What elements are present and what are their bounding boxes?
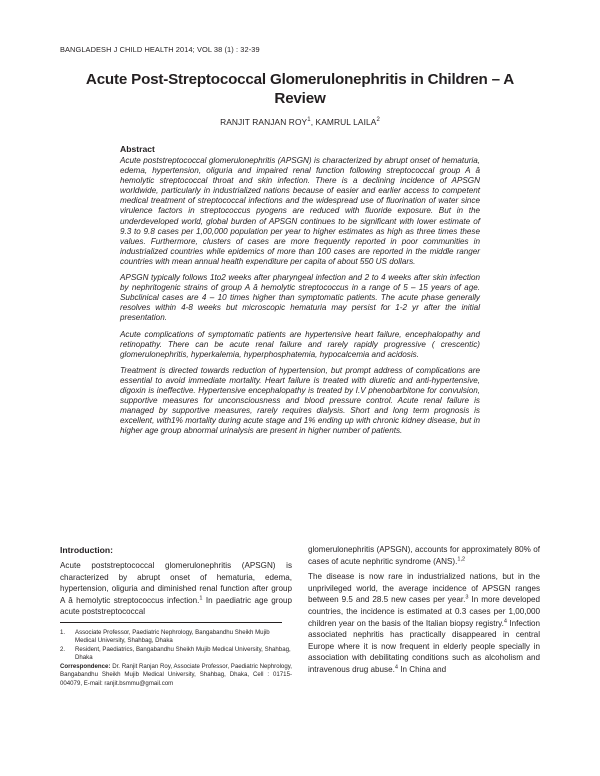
body-text: In paediatric age group acute poststreptococcal — [60, 595, 293, 617]
right-column — [308, 544, 540, 680]
correspondence-label: Correspondence: — [60, 663, 111, 671]
abstract-paragraph: Treatment is directed towards reduction of hypertension, but prompt address of complications are essential to avoid immediate mortality. Heart failure is treated with diuretic and anti-hypertensive, digoxin is ineffective. Hypertensive encephalopathy is treated by I.V phenobarbitone for convulsion, supportive measures for unconsciousness and blood pressure control. Acute renal failure is managed by supportive measures, rarely requires dialysis. Short and long term prognosis is excellent, with1% mortality during acute stage and 1% ending up with chronic kidney disease, but in higher age group abnormal urinalysis are present in higher number of patients. — [120, 365, 480, 436]
correspondence-text: Dr. Ranjit Ranjan Roy, Associate Professor, Paediatric Nephrology, Bangabandhu Sheikh Mujib Medical University, Shahbag, Dhaka, Cell : 01715-004079, E-mail: ranjit.bsmmu@gmail.com — [60, 663, 293, 687]
author-separator: , — [310, 117, 316, 127]
abstract-heading: Abstract — [120, 144, 155, 154]
citation-ref: 4 — [503, 617, 508, 624]
body-text: Infection associated nephritis has practically disappeared in central Europe where it is now frequent in elderly people specially in association with debilitating conditions such as alcoholism and intravenous drug abuse. — [308, 618, 541, 674]
author-name: RANJIT RANJAN ROY — [220, 117, 308, 127]
citation-ref: 4 — [394, 664, 398, 671]
footnote — [60, 629, 292, 645]
citation-ref: 1 — [199, 595, 203, 602]
introduction-heading: Introduction: — [60, 545, 113, 555]
citation-ref: 1,2 — [457, 555, 466, 562]
introduction-paragraph — [308, 544, 540, 567]
author-list — [60, 117, 540, 127]
author-affiliation-mark: 2 — [376, 117, 380, 124]
body-text: The disease is now rare in industrialized nations, but in the unprivileged world, the average incidence of APSGN ranges between 9.5 and 28.5 new cases per year. — [308, 572, 540, 605]
footnote — [60, 646, 292, 662]
introduction-paragraph — [308, 571, 540, 675]
citation-ref: 3 — [465, 594, 469, 601]
abstract-section — [120, 144, 480, 442]
footnote-divider — [60, 622, 282, 623]
journal-header: BANGLADESH J CHILD HEALTH 2014; VOL 38 (1) : 32-39 — [60, 45, 260, 54]
footnote-text: Associate Professor, Paediatric Nephrology, Bangabandhu Sheikh Mujib Medical University, Shahbag, Dhaka — [75, 628, 270, 645]
footnote-text: Resident, Paediatrics, Bangabandhu Sheikh Mujib Medical University, Shahbag, Dhaka — [75, 646, 291, 662]
body-text: In more developed countries, the incidence is estimated at 0.3 cases per 1,00,000 children year on the basis of the Italian biopsy registry. — [308, 595, 540, 628]
author-affiliation-mark: 1 — [307, 117, 311, 124]
correspondence-note — [60, 663, 292, 687]
body-text: Acute poststreptococcal glomerulonephritis (APSGN) is characterized by abrupt onset of hematuria, edema, hypertension, oliguria and diminished renal function after group A â hemolytic streptococcus infection. — [60, 561, 292, 605]
introduction-paragraph — [60, 560, 292, 618]
article-title: Acute Post-Streptococcal Glomerulonephritis in Children – A Review — [85, 71, 515, 107]
abstract-paragraph: Acute poststreptococcal glomerulonephritis (APSGN) is characterized by abrupt onset of hematuria, edema, hypertension, oliguria and impaired renal function following streptococcal group A â hemolytic streptococcal throat and skin infection. There is a declining incidence of APSGN worldwide, particularly in industrialized nations because of easier and earlier access to competent medical treatment of streptococcal infections and the widespread use of fluorination of water since virulence factors in streptococcus pyogens are reduced with fluoride exposure. But in the underdeveloped world, global burden of APSGN continues to be significant with lower estimate of 9.3 to 9.8 cases per 1,00,000 population per year to higher estimates as high as three times these values. Furthermore, clusters of cases are more frequently reported in poor communities in industrialized countries while epidemics of more than 100 cases are reported in the middle ranger countries with mean annual health expenditure per capita of about 550 US dollars. — [120, 156, 480, 266]
author-name: KAMRUL LAILA — [315, 117, 377, 127]
body-text: In China and — [400, 664, 447, 674]
abstract-paragraph: Acute complications of symptomatic patients are hypertensive heart failure, encephalopathy and retinopathy. There can be acute renal failure and rarely rapidly progressive ( crescentic) glomerulonephritis, hyperkalemia, hyperphosphatemia, hypocalcemia and acidosis. — [120, 329, 480, 359]
footnote-number: 1. — [60, 628, 66, 636]
body-text: glomerulonephritis (APSGN), accounts for approximately 80% of cases of acute nephritic syndrome (ANS). — [308, 545, 540, 566]
footnote-number: 2. — [60, 646, 66, 654]
left-column — [60, 544, 292, 688]
abstract-paragraph: APSGN typically follows 1to2 weeks after pharyngeal infection and 2 to 4 weeks after skin infection by nephritogenic strains of group A â hemolytic streptococcus in a range of 5 – 15 years of age. Subclinical cases are 4 – 10 times higher than symptomatic patients. The acute phase generally resolves within 4-8 weeks but microscopic hematuria may persist for 1-2 yr after the initial presentation. — [120, 273, 480, 323]
